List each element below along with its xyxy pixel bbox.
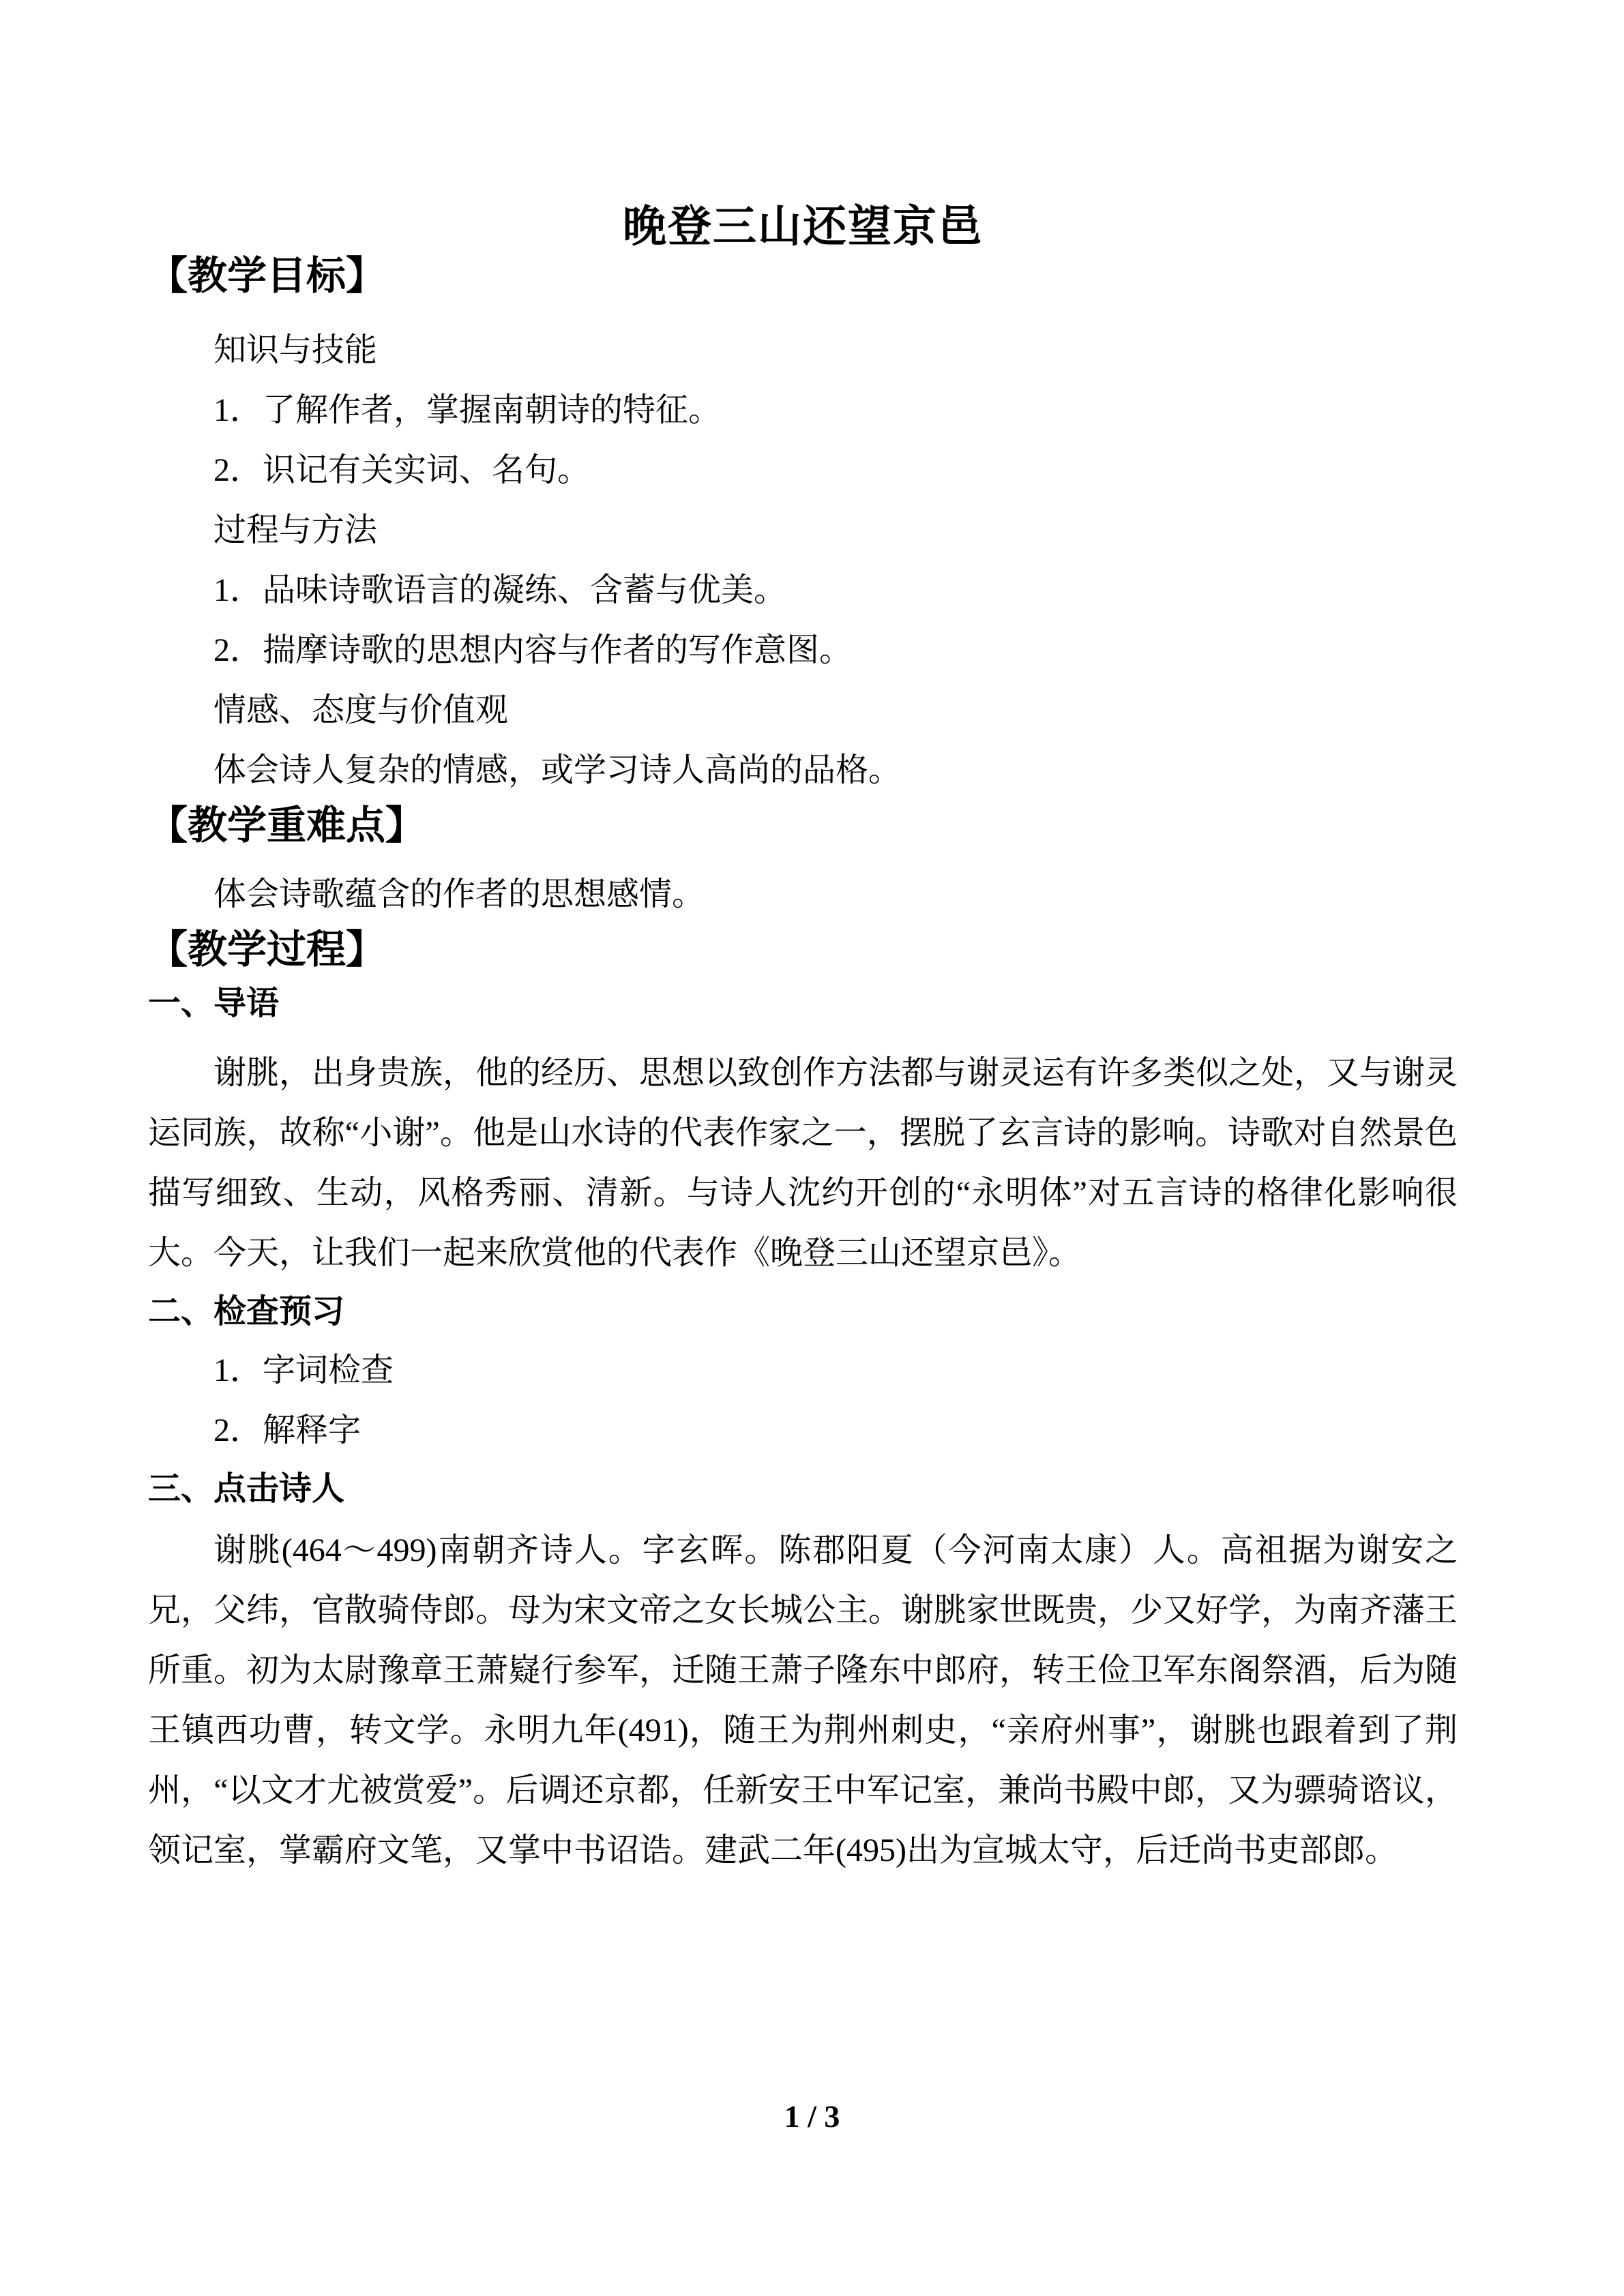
heading-teaching-objectives: 【教学目标】 [148, 254, 386, 298]
objective-line-4: 2．揣摩诗歌的思想内容与作者的写作意图。 [213, 632, 853, 668]
objective-line-emotion-values: 情感、态度与价值观 [213, 692, 509, 728]
subheading-preview-check: 二、检查预习 [148, 1294, 345, 1330]
preview-check-item-1: 1．字词检查 [213, 1352, 394, 1388]
subheading-poet-profile: 三、点击诗人 [148, 1471, 345, 1507]
objective-line-3: 1．品味诗歌语言的凝练、含蓄与优美。 [213, 572, 787, 608]
poet-profile-paragraph: 谢朓(464～499)南朝齐诗人。字玄晖。陈郡阳夏（今河南太康）人。高祖据为谢安之兄，父纬，官散骑侍郎。母为宋文帝之女长城公主。谢朓家世既贵，少又好学，为南齐藩王所重。初为太尉豫章王萧嶷行参军，迁随王萧子隆东中郎府，转王俭卫军东阁祭酒，后为随王镇西功曹，转文学。永明九年(491)，随王为荆州刺史，“亲府州事”，谢朓也跟着到了荆州，“以文才尤被赏爱”。后调还京都，任新安王中军记室，兼尚书殿中郎，又为骠骑谘议，领记室，掌霸府文笔，又掌中书诏诰。建武二年(495)出为宣城太守，后迁尚书吏部郎。 [148, 1532, 1458, 1868]
objective-line-5: 体会诗人复杂的情感，或学习诗人高尚的品格。 [213, 752, 902, 788]
page-number: 1 / 3 [784, 2099, 840, 2134]
heading-key-difficult-points: 【教学重难点】 [148, 803, 426, 848]
preview-check-item-2: 2．解释字 [213, 1412, 361, 1448]
preview-check-list [148, 1341, 1458, 1461]
key-points-line: 体会诗歌蕴含的作者的思想感情。 [213, 876, 705, 912]
objective-line-2: 2．识记有关实词、名句。 [213, 452, 591, 488]
document-title: 晚登三山还望京邑 [623, 202, 983, 251]
objective-line-knowledge-skills: 知识与技能 [213, 332, 378, 368]
objectives-list [148, 320, 1458, 801]
objective-line-process-method: 过程与方法 [213, 512, 378, 548]
heading-teaching-process: 【教学过程】 [148, 927, 386, 972]
intro-paragraph: 谢朓，出身贵族，他的经历、思想以致创作方法都与谢灵运有许多类似之处，又与谢灵运同族，故称“小谢”。他是山水诗的代表作家之一，摆脱了玄言诗的影响。诗歌对自然景色描写细致、生动，风格秀丽、清新。与诗人沈约开创的“永明体”对五言诗的格律化影响很大。今天，让我们一起来欣赏他的代表作《晚登三山还望京邑》。 [148, 1055, 1458, 1271]
subheading-intro: 一、导语 [148, 985, 280, 1022]
objective-line-1: 1．了解作者，掌握南朝诗的特征。 [213, 392, 722, 428]
